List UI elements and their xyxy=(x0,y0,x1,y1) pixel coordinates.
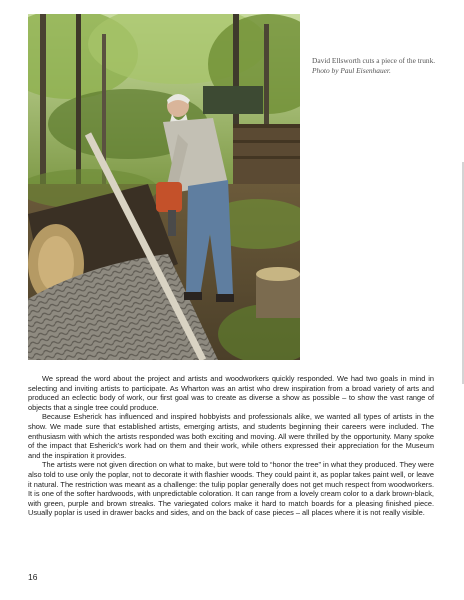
page-number: 16 xyxy=(28,572,38,582)
photo-credit: Photo by Paul Eisenhauer. xyxy=(312,66,391,75)
woodworker-photo xyxy=(28,14,300,360)
paragraph: Because Esherick has influenced and inspired hobbyists and professionals alike, we wanted all types of artists in the show. We made sure that established artists, emerging artists, and students beginning their careers were included. The enthusiasm with which the artists responded was both exciting and moving. All were thrilled by the opportunity. Many spoke of the impact that Esherick’s work had on them and their work, while others expressed their appreciation for the Museum and the inspiration it provides. xyxy=(28,412,434,460)
article-body xyxy=(28,374,434,518)
photo-caption xyxy=(312,56,457,76)
paragraph: The artists were not given direction on what to make, but were told to “honor the tree” in what they produced. They were also told to use only the poplar, not to decorate it with flashier woods. They could paint it, as poplar takes paint well, or leave it natural. The restriction was meant as a challenge: the tulip poplar generally does not get much respect from woodworkers. It is one of the softer hardwoods, with unpredictable coloration. It can range from a lovely cream color to a dark brown-black, with green, purple and brown streaks. The variegated colors make it hard to match boards for a pleasing finished piece. Usually poplar is used in drawer backs and sides, and on the back of case pieces – all places where it is not really visible. xyxy=(28,460,434,518)
caption-text: David Ellsworth cuts a piece of the trunk. xyxy=(312,56,436,65)
forest-scene-illustration xyxy=(28,14,300,360)
paragraph: We spread the word about the project and artists and woodworkers quickly responded. We had two goals in mind in selecting and inviting artists to participate. As Wharton was an artist who drew inspiration from a broad variety of arts and produced an eclectic body of work, our first goal was to create as diverse a show as possible – to show the vast range of objects that a single tree could produce. xyxy=(28,374,434,412)
